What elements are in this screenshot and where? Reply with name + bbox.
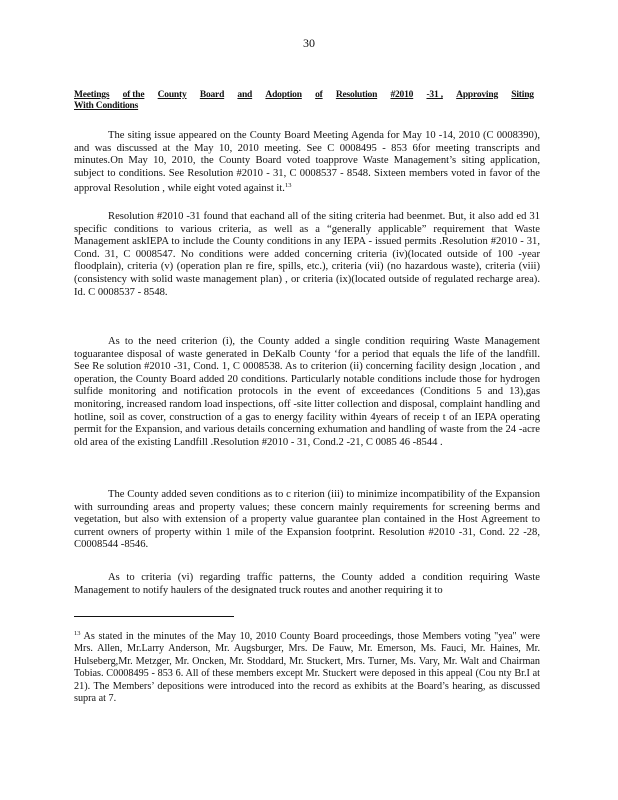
heading-word: Approving bbox=[456, 90, 499, 100]
footnote-divider bbox=[74, 616, 234, 617]
heading-word: and bbox=[237, 90, 253, 100]
heading-word: Meetings bbox=[74, 90, 110, 100]
heading-word: County bbox=[157, 90, 187, 100]
paragraph-resolution-findings: Resolution #2010 -31 found that eachand all of the siting criteria had beenmet. But, it also add ed 31 specific conditions to various criteria, as well as a “generally applicable” requirement that Waste Management askIEPA to include the County conditions in any IEPA - issued permits .Resolution #2010 - 31, Cond. 31, C 0008547. No conditions were added concerning criteria (iv)(located outside of 100 -year floodplain), criteria (v) (operation plan re fire, spills, etc.), criteria (vii) (no hazardous waste), criteria (viii) (consistency with solid waste management plan) , or criteria (ix)(located outside of regulated recharge area). Id. C 0008537 - 8548. bbox=[74, 211, 540, 298]
heading-word: Adoption bbox=[265, 90, 302, 100]
heading-word: of bbox=[315, 90, 323, 100]
paragraph-need-criterion: As to the need criterion (i), the County added a single condition requiring Waste Management toguarantee disposal of waste generated in DeKalb County ‘for a period that equals the life of the landfill. See Re solution #2010 -31, Cond. 1, C 0008538. As to criterion (ii) concerning facility design ,location , and operation, the County Board added 20 conditions. Particularly notable conditions include those for hydrogen sulfide monitoring and notification protocols in the event of exceedances (Conditions 5 and 13),gas monitoring, increased random load inspections, off -site litter collection and disposal, complaint handling and hotline, soil as cover, construction of a gas to energy facility within 4years of receip t of an IEPA operating permit for the Expansion, and various details concerning exhumation and handling of waste from the 24 -acre old area of the existing Landfill .Resolution #2010 - 31, Cond.2 -21, C 0085 46 -8544 . bbox=[74, 336, 540, 448]
footnote bbox=[74, 628, 540, 705]
paragraph-criterion-vi: As to criteria (vi) regarding traffic patterns, the County added a condition requiring Waste Management to notify haulers of the designated truck routes and another requiring it to bbox=[74, 572, 540, 596]
footnote-text: As stated in the minutes of the May 10, 2010 County Board proceedings, those Members voting "yea" were Mrs. Allen, Mr.Larry Anderson, Mr. Augsburger, Mrs. De Fauw, Mr. Emerson, Ms. Fauci, Mr. Haines, Mr. Hulseberg,Mr. Metzger, Mr. Oncken, Mr. Stoddard, Mr. Stuckert, Mrs. Turner, Ms. Vary, Mr. Walt and Chairman Tobias. C0008495 - 853 6. All of these members except Mr. Stuckert were deposed in this appeal (Cou nty Br.I at 21). The Members’ depositions were introduced into the record as exhibits at the Board’s hearing, as discussed supra at 7. bbox=[74, 631, 541, 705]
section-heading-line-1 bbox=[74, 90, 534, 101]
heading-word: -31 , bbox=[426, 90, 443, 100]
heading-word: Siting bbox=[511, 90, 534, 100]
heading-word: #2010 bbox=[390, 90, 414, 100]
paragraph-siting-issue bbox=[74, 130, 540, 196]
page-number: 30 bbox=[303, 36, 315, 50]
heading-word: of the bbox=[122, 90, 145, 100]
heading-word: Resolution bbox=[335, 90, 378, 100]
footnote-number: 13 bbox=[74, 630, 81, 637]
paragraph-text: The siting issue appeared on the County Board Meeting Agenda for May 10 -14, 2010 (C 0008390), and was discussed at the May 10, 2010 meeting. See C 0008495 - 853 6for meeting transcripts and minutes.On May 10, 2010, the County Board voted toapprove Waste Management’s siting application, subject to conditions. See Resolution #2010 - 31, C 0008537 - 8548. Sixteen members voted in favor of the approval Resolution , while eight voted against it. bbox=[74, 130, 540, 195]
section-heading bbox=[74, 90, 534, 112]
heading-word: Board bbox=[199, 90, 225, 100]
footnote-reference: 13 bbox=[284, 182, 292, 190]
section-heading-line-2: With Conditions bbox=[74, 101, 139, 111]
paragraph-criterion-iii: The County added seven conditions as to c riterion (iii) to minimize incompatibility of the Expansion with surrounding areas and property values; these concern mainly requirements for screening berms and vegetation, but also with extension of a property value guarantee plan contained in the Host Agreement to current owners of property within 1 mile of the Expansion footprint. Resolution #2010 -31, Cond. 22 -28, C0008544 -8546. bbox=[74, 489, 540, 551]
